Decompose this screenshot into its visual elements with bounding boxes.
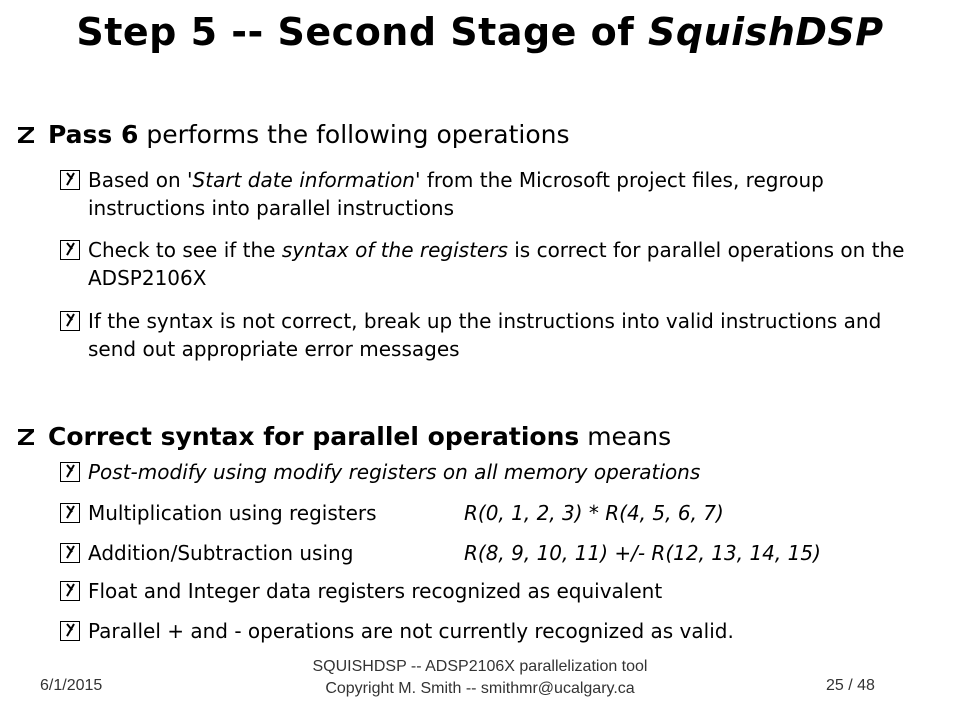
item-emphasis: syntax of the registers <box>281 238 508 262</box>
item-text: Parallel + and - operations are not currently recognized as valid. <box>88 619 734 643</box>
list-item <box>88 539 928 567</box>
list-item <box>88 617 928 645</box>
section-2-heading <box>48 422 671 452</box>
section-2-rest: means <box>579 422 672 451</box>
list-item <box>88 458 928 486</box>
item-emphasis: R(0, 1, 2, 3) * R(4, 5, 6, 7) <box>464 501 724 525</box>
item-label: Addition/Subtraction using <box>88 541 354 565</box>
level2-bullet-icon <box>60 543 80 563</box>
item-text: If the syntax is not correct, break up the instructions into valid instructions and send out appropriate error messages <box>88 309 882 361</box>
section-1-rest: performs the following operations <box>138 120 570 149</box>
list-item <box>88 307 928 363</box>
item-text: from the Microsoft project files, regroup instructions into parallel instructions <box>88 168 824 220</box>
title-text: Step 5 -- Second Stage of <box>76 10 649 54</box>
title-emphasis: SquishDSP <box>648 10 884 54</box>
item-text: Float and Integer data registers recognized as equivalent <box>88 579 663 603</box>
list-item <box>88 236 928 292</box>
list-item <box>88 499 928 527</box>
item-text: Based on <box>88 168 188 192</box>
list-item <box>88 577 928 605</box>
level1-bullet-icon <box>18 127 34 143</box>
level2-bullet-icon <box>60 240 80 260</box>
level2-bullet-icon <box>60 503 80 523</box>
item-emphasis: R(8, 9, 10, 11) +/- R(12, 13, 14, 15) <box>464 541 821 565</box>
item-text: is correct for parallel operations on the ADSP2106X <box>88 238 905 290</box>
level1-bullet-icon <box>18 429 34 445</box>
section-1-bold: Pass 6 <box>48 120 139 149</box>
list-item <box>88 166 928 222</box>
item-emphasis: Post-modify using modify registers on all memory operations <box>88 460 701 484</box>
level2-bullet-icon <box>60 581 80 601</box>
level2-bullet-icon <box>60 311 80 331</box>
slide-title <box>0 10 960 54</box>
footer-line-1: SQUISHDSP -- ADSP2106X parallelization tool <box>312 658 648 675</box>
footer-center <box>0 656 960 700</box>
level2-bullet-icon <box>60 170 80 190</box>
footer-line-2: Copyright M. Smith -- smithmr@ucalgary.ca <box>325 680 635 697</box>
footer-page-number: 25 / 48 <box>826 677 875 694</box>
level2-bullet-icon <box>60 621 80 641</box>
item-label: Multiplication using registers <box>88 501 377 525</box>
level2-bullet-icon <box>60 462 80 482</box>
footer-date: 6/1/2015 <box>40 677 103 694</box>
item-emphasis: 'Start date information' <box>187 168 421 192</box>
item-text: Check to see if the <box>88 238 282 262</box>
section-1-heading <box>48 120 570 150</box>
section-2-bold: Correct syntax for parallel operations <box>48 422 580 451</box>
